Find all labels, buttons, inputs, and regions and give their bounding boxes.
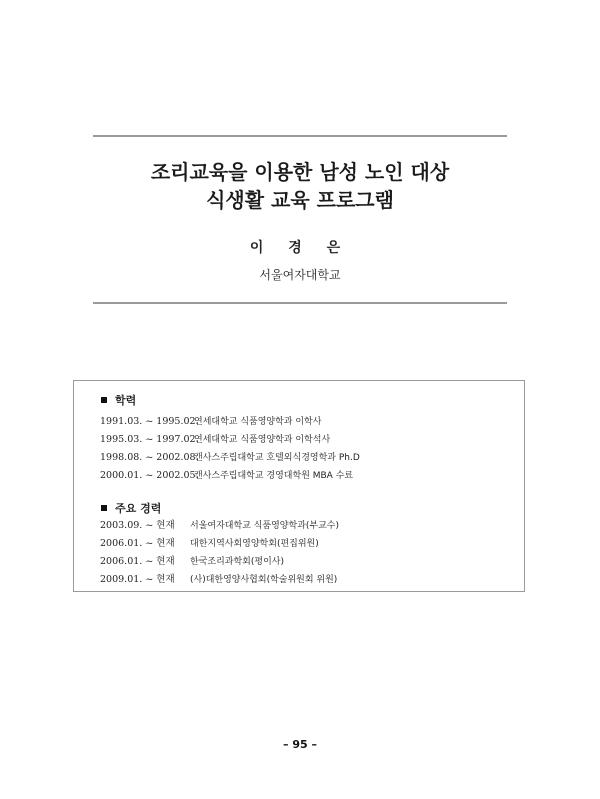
education-entry [100, 470, 353, 482]
entry-desc: 캔사스주립대학교 호텔외식경영학과 Ph.D [194, 453, 360, 463]
entry-desc: 연세대학교 식품영양학과 이학석사 [194, 435, 331, 445]
education-entry [100, 434, 330, 446]
bio-box [73, 380, 525, 592]
author-affiliation: 서울여자대학교 [259, 268, 341, 282]
entry-date: 1991.03. ~ 1995.02. [100, 416, 199, 427]
paper-title-line2: 식생활 교육 프로그램 [206, 188, 394, 212]
education-heading-text: 학력 [115, 394, 137, 407]
entry-desc: 연세대학교 식품영양학과 이학사 [194, 417, 322, 427]
entry-desc: 대한지역사회영양학회(편집위원) [190, 539, 319, 549]
bottom-rule [93, 302, 507, 304]
entry-date: 2000.01. ~ 2002.05. [100, 470, 199, 481]
entry-desc: 캔사스주립대학교 경영대학원 MBA 수료 [194, 471, 354, 481]
education-entry [100, 452, 360, 464]
education-heading [101, 392, 136, 408]
entry-date: 2006.01. ~ 현재 [100, 538, 175, 549]
career-heading-text: 주요 경력 [115, 502, 162, 515]
entry-date: 2009.01. ~ 현재 [100, 574, 175, 585]
entry-date: 1995.03. ~ 1997.02. [100, 434, 199, 445]
square-bullet-icon [101, 505, 107, 511]
square-bullet-icon [101, 397, 107, 403]
career-entry [100, 538, 319, 550]
entry-desc: 한국조리과학회(평이사) [190, 557, 284, 567]
paper-title-line1: 조리교육을 이용한 남성 노인 대상 [150, 160, 450, 184]
career-heading [101, 500, 161, 516]
page-number: – 95 – [283, 738, 317, 751]
career-entry [100, 574, 337, 586]
entry-desc: 서울여자대학교 식품영양학과(부교수) [190, 521, 339, 531]
career-entry [100, 556, 284, 568]
entry-date: 1998.08. ~ 2002.08. [100, 452, 199, 463]
author-name: 이 경 은 [249, 240, 351, 256]
entry-date: 2003.09. ~ 현재 [100, 520, 175, 531]
top-rule [93, 135, 507, 137]
entry-date: 2006.01. ~ 현재 [100, 556, 175, 567]
career-entry [100, 520, 339, 532]
education-entry [100, 416, 321, 428]
entry-desc: (사)대한영양사협회(학술위원회 위원) [190, 575, 338, 585]
